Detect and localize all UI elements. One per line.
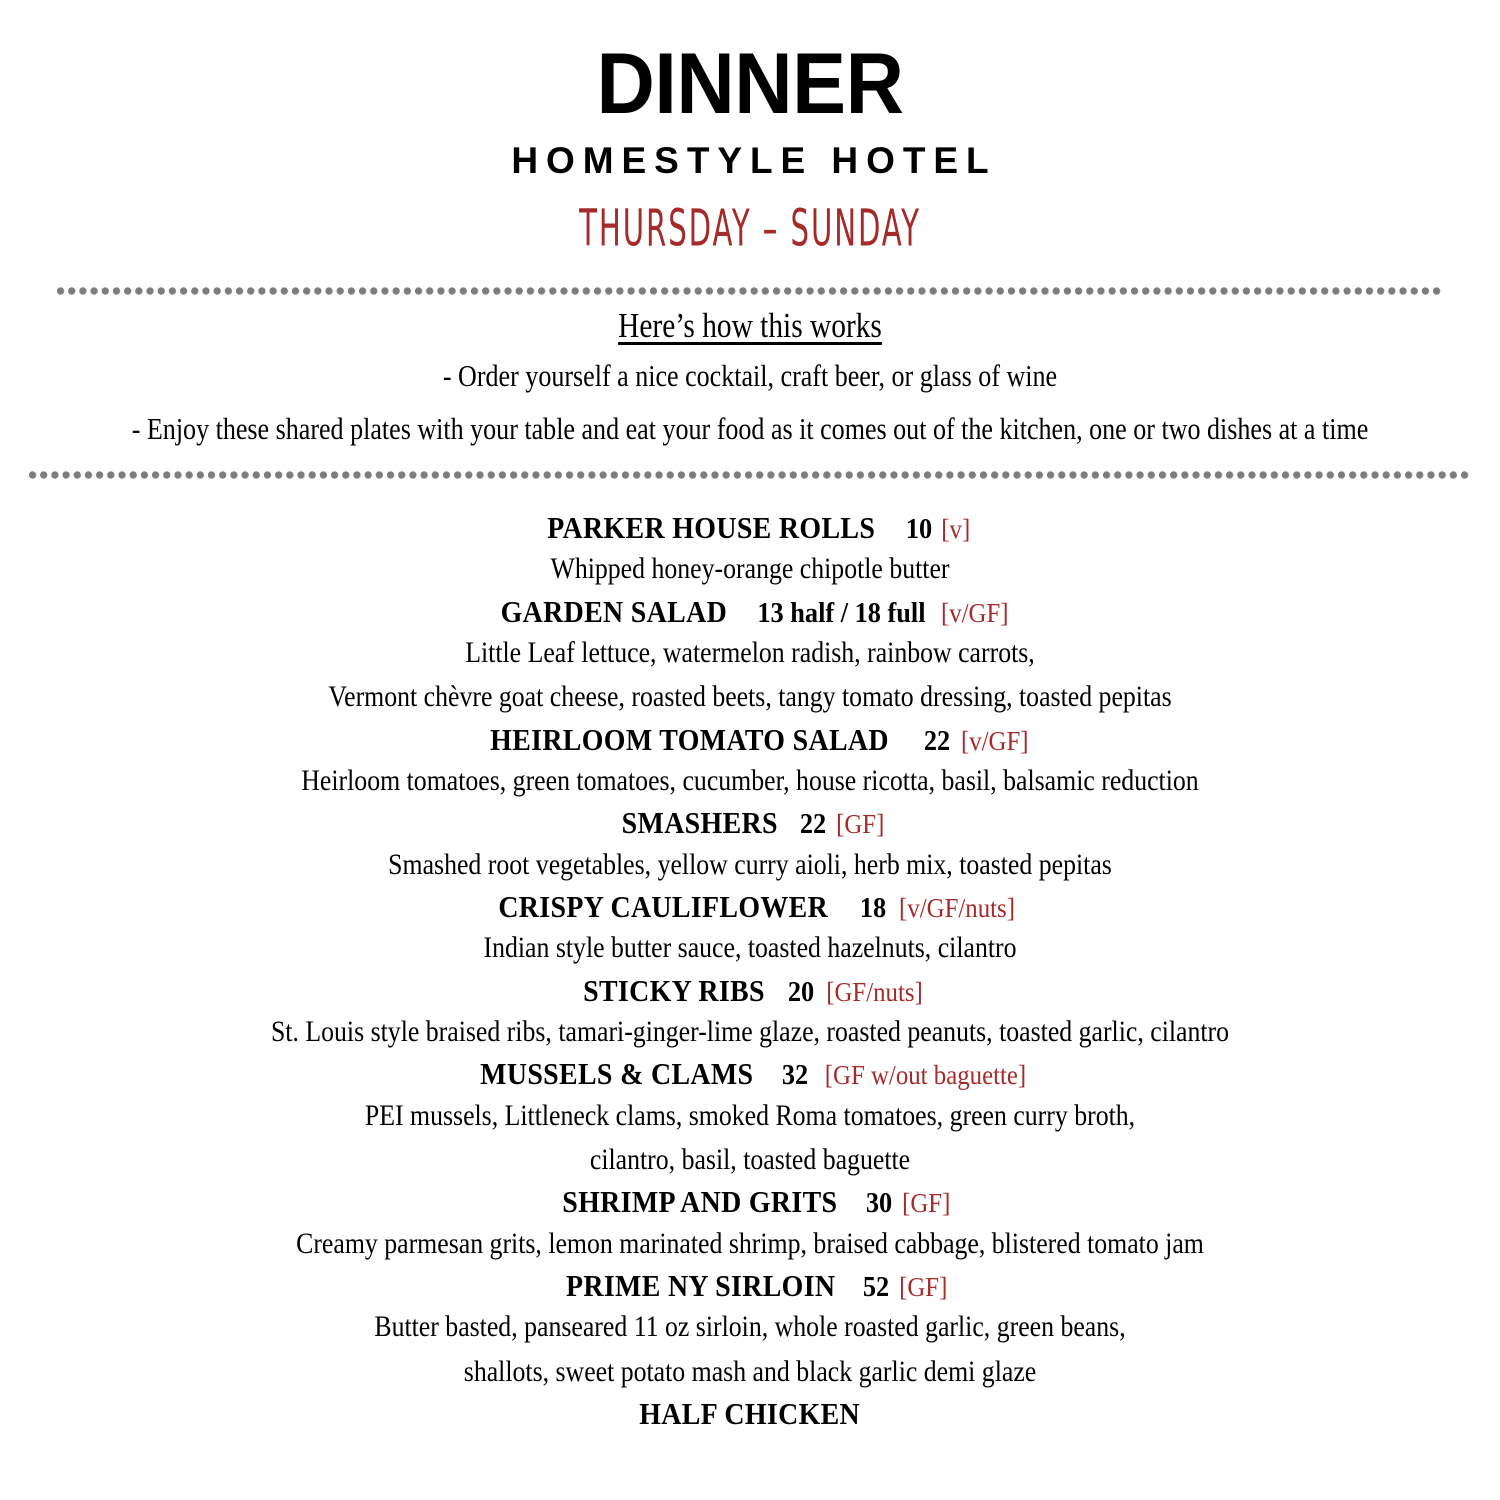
menu-item	[0, 1394, 1500, 1433]
menu-item-description: shallots, sweet potato mash and black garlic demi glaze	[463, 1354, 1037, 1388]
menu-item-price: 52	[862, 1272, 890, 1304]
menu-item-header	[0, 508, 1500, 547]
menu-item	[0, 720, 1500, 804]
menu-item	[0, 887, 1500, 971]
menu-item-name: PARKER HOUSE ROLLS	[546, 510, 875, 545]
menu-item-price: 22	[799, 809, 827, 841]
dietary-tag: [GF]	[836, 809, 885, 840]
dietary-tag: [GF]	[902, 1188, 951, 1219]
menu-item-price: 32	[781, 1060, 808, 1092]
page-title: DINNER	[596, 36, 904, 132]
menu-item-list	[0, 508, 1500, 1433]
menu-item-header	[0, 1182, 1500, 1221]
menu-item-header	[0, 592, 1500, 631]
menu-item-price: 30	[865, 1188, 893, 1220]
menu-item-header	[0, 1054, 1500, 1093]
dotted-divider-bottom	[29, 471, 1471, 479]
menu-item-description: Creamy parmesan grits, lemon marinated shrimp, braised cabbage, blistered tomato jam	[296, 1226, 1204, 1260]
menu-item-price: 20	[787, 976, 815, 1008]
menu-item-description: Heirloom tomatoes, green tomatoes, cucumber, house ricotta, basil, balsamic reduction	[301, 763, 1199, 797]
dietary-tag: [v/GF/nuts]	[898, 893, 1015, 924]
menu-item	[0, 971, 1500, 1055]
venue-name: HOMESTYLE HOTEL	[511, 139, 997, 181]
dietary-tag: [GF/nuts]	[826, 976, 923, 1007]
dietary-tag: [v/GF]	[961, 725, 1029, 756]
menu-item-name: HALF CHICKEN	[639, 1396, 861, 1432]
menu-item-header	[0, 1266, 1500, 1305]
menu-item-description: Indian style butter sauce, toasted hazelnuts, cilantro	[483, 931, 1017, 965]
menu-item-header	[0, 971, 1500, 1010]
menu-item	[0, 508, 1500, 592]
menu-item-description: Smashed root vegetables, yellow curry aioli, herb mix, toasted pepitas	[388, 847, 1112, 881]
menu-item-name: SHRIMP AND GRITS	[562, 1184, 838, 1220]
menu-item	[0, 803, 1500, 887]
menu-item	[0, 1182, 1500, 1266]
dietary-tag: [GF]	[899, 1272, 948, 1303]
menu-item-description: Whipped honey-orange chipotle butter	[550, 552, 950, 586]
menu-item-name: MUSSELS & CLAMS	[480, 1056, 754, 1092]
menu-item-name: PRIME NY SIRLOIN	[565, 1268, 835, 1304]
menu-item-price: 22	[924, 725, 951, 757]
dotted-divider-top	[57, 287, 1444, 295]
menu-item-price: 10	[905, 514, 933, 545]
menu-item-description: PEI mussels, Littleneck clams, smoked Roma tomatoes, green curry broth,	[364, 1098, 1136, 1132]
how-it-works-line-1: - Order yourself a nice cocktail, craft beer, or glass of wine	[442, 358, 1058, 394]
menu-item-price: 18	[859, 893, 886, 925]
menu-item-name: STICKY RIBS	[583, 972, 765, 1008]
service-days: THURSDAY – SUNDAY	[579, 198, 921, 258]
dietary-tag: [v]	[941, 514, 971, 544]
menu-item-header	[0, 720, 1500, 759]
menu-item	[0, 592, 1500, 720]
menu-item-name: HEIRLOOM TOMATO SALAD	[490, 721, 890, 757]
menu-item-name: CRISPY CAULIFLOWER	[498, 889, 829, 925]
masthead	[0, 0, 1500, 258]
menu-item-header	[0, 1394, 1500, 1433]
menu-item-price: 13 half / 18 full	[757, 597, 926, 629]
menu-item	[0, 1054, 1500, 1182]
menu-item	[0, 1266, 1500, 1394]
menu-item-name: GARDEN SALAD	[501, 593, 728, 629]
dietary-tag: [v/GF]	[940, 597, 1009, 628]
menu-item-header	[0, 887, 1500, 926]
menu-item-description: cilantro, basil, toasted baguette	[589, 1142, 911, 1176]
how-it-works-section	[0, 306, 1500, 451]
how-it-works-line-2: - Enjoy these shared plates with your table and eat your food as it comes out of the kitchen, one or two dishes at a time	[131, 411, 1369, 447]
menu-item-description: Little Leaf lettuce, watermelon radish, rainbow carrots,	[465, 635, 1035, 669]
menu-item-header	[0, 803, 1500, 842]
how-it-works-title: Here’s how this works	[618, 306, 882, 345]
dietary-tag: [GF w/out baguette]	[824, 1060, 1027, 1091]
menu-item-description: Vermont chèvre goat cheese, roasted beets, tangy tomato dressing, toasted pepitas	[328, 680, 1172, 714]
menu-item-description: Butter basted, panseared 11 oz sirloin, whole roasted garlic, green beans,	[374, 1310, 1126, 1344]
menu-item-name: SMASHERS	[622, 805, 779, 841]
menu-item-description: St. Louis style braised ribs, tamari-ginger-lime glaze, roasted peanuts, toasted garlic, cilantro	[270, 1014, 1230, 1048]
